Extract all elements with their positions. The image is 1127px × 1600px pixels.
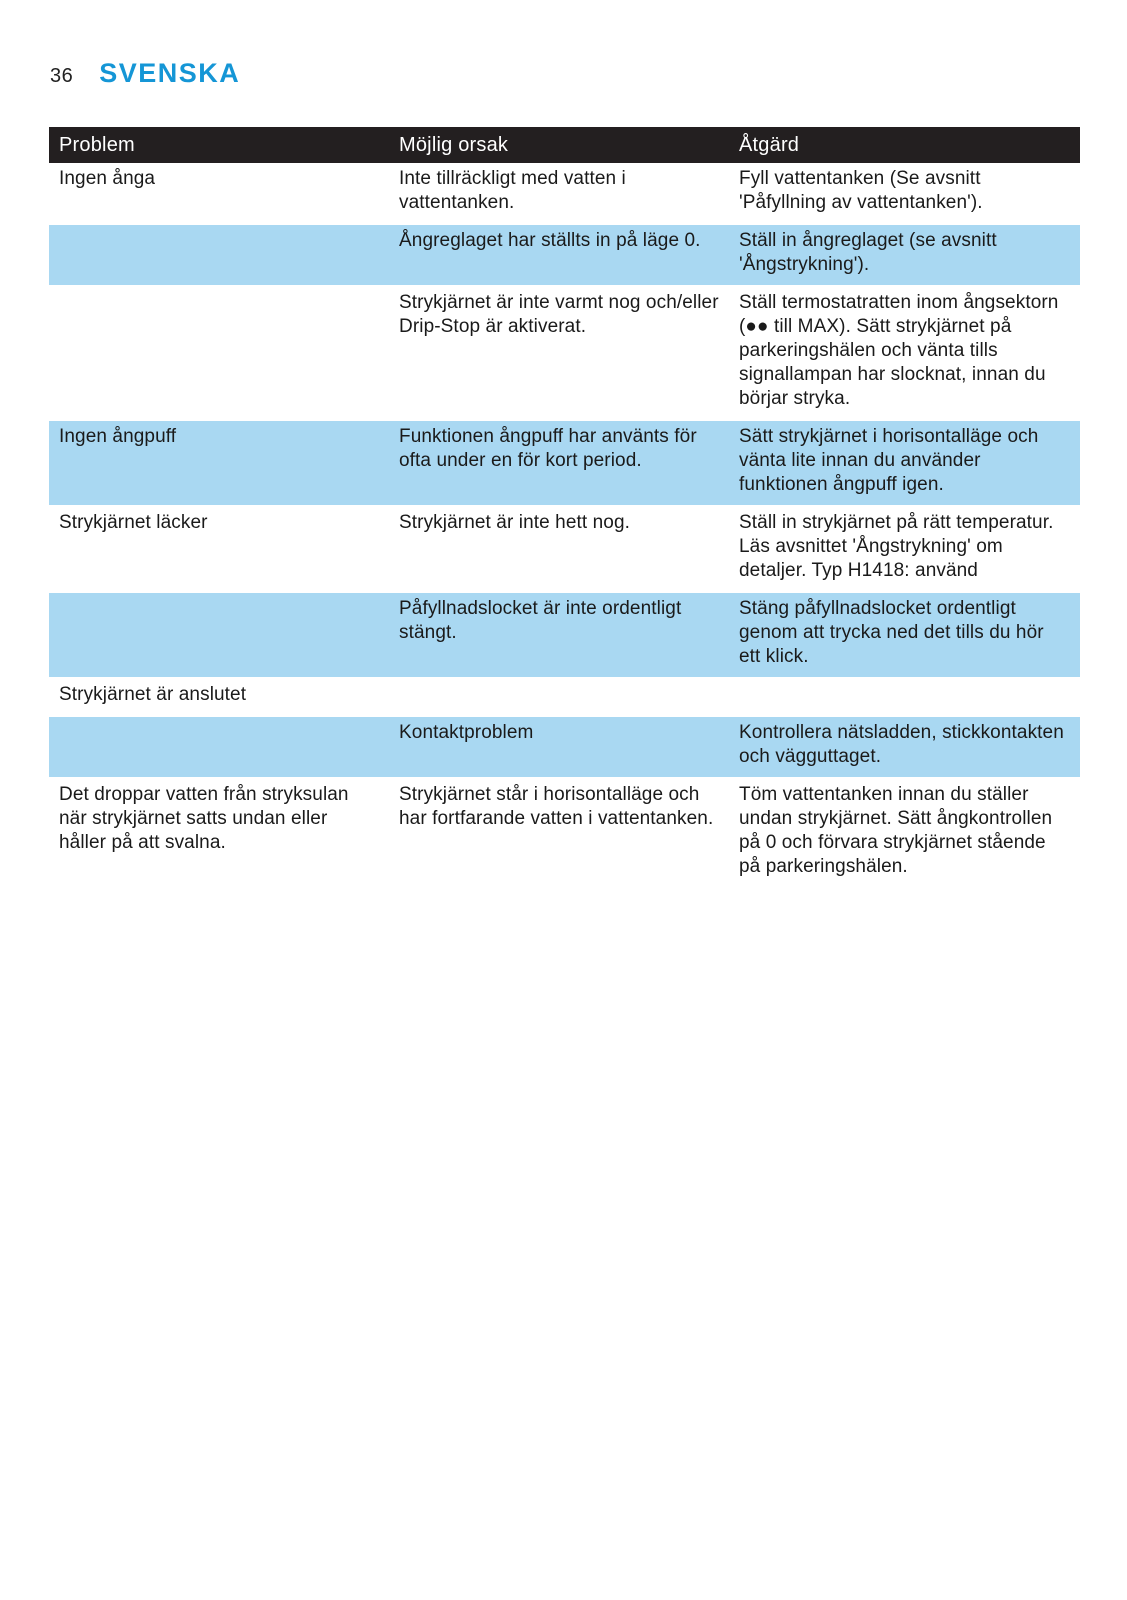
table-row (49, 506, 1080, 592)
cause-cell: Kontaktproblem (389, 716, 729, 778)
table-row (49, 778, 1080, 887)
column-header-problem: Problem (49, 127, 389, 163)
problem-cell (49, 224, 389, 286)
problem-cell: Det droppar vatten från stryksulan när strykjärnet satts undan eller håller på att svalna. (49, 778, 389, 887)
action-cell (729, 678, 1080, 716)
table-row (49, 678, 1080, 716)
action-cell: Fyll vattentanken (Se avsnitt 'Påfyllning av vattentanken'). (729, 163, 1080, 224)
cause-cell: Inte tillräckligt med vatten i vattentanken. (389, 163, 729, 224)
column-header-cause: Möjlig orsak (389, 127, 729, 163)
cause-cell: Funktionen ångpuff har använts för ofta under en för kort period. (389, 420, 729, 506)
table-row (49, 420, 1080, 506)
cause-cell: Ångreglaget har ställts in på läge 0. (389, 224, 729, 286)
action-cell: Ställ in strykjärnet på rätt temperatur. Läs avsnittet 'Ångstrykning' om detaljer. Typ H1418: använd (729, 506, 1080, 592)
table-row (49, 163, 1080, 224)
table-row (49, 592, 1080, 678)
cause-cell: Strykjärnet står i horisontalläge och har fortfarande vatten i vattentanken. (389, 778, 729, 887)
problem-cell: Strykjärnet läcker (49, 506, 389, 592)
action-cell: Töm vattentanken innan du ställer undan strykjärnet. Sätt ångkontrollen på 0 och förvara strykjärnet stående på parkeringshälen. (729, 778, 1080, 887)
table-row (49, 716, 1080, 778)
action-cell: Kontrollera nätsladden, stickkontakten och vägguttaget. (729, 716, 1080, 778)
page-number: 36 (50, 65, 74, 87)
table-row (49, 286, 1080, 420)
action-cell: Sätt strykjärnet i horisontalläge och vänta lite innan du använder funktionen ångpuff igen. (729, 420, 1080, 506)
cause-cell: Påfyllnadslocket är inte ordentligt stängt. (389, 592, 729, 678)
action-cell: Ställ in ångreglaget (se avsnitt 'Ångstrykning'). (729, 224, 1080, 286)
action-cell: Ställ termostatratten inom ångsektorn (●● till MAX). Sätt strykjärnet på parkeringshälen och vänta tills signallampan har slocknat, innan du börjar stryka. (729, 286, 1080, 420)
table-row (49, 224, 1080, 286)
problem-cell: Ingen ångpuff (49, 420, 389, 506)
table-header-row (49, 127, 1080, 163)
troubleshooting-table (49, 127, 1080, 887)
section-title: SVENSKA (99, 58, 241, 88)
problem-cell (49, 286, 389, 420)
problem-cell (49, 716, 389, 778)
page-header (50, 58, 240, 89)
problem-cell (49, 592, 389, 678)
cause-cell (389, 678, 729, 716)
cause-cell: Strykjärnet är inte hett nog. (389, 506, 729, 592)
column-header-action: Åtgärd (729, 127, 1080, 163)
problem-cell: Ingen ånga (49, 163, 389, 224)
problem-cell: Strykjärnet är anslutet (49, 678, 389, 716)
cause-cell: Strykjärnet är inte varmt nog och/eller Drip-Stop är aktiverat. (389, 286, 729, 420)
action-cell: Stäng påfyllnadslocket ordentligt genom att trycka ned det tills du hör ett klick. (729, 592, 1080, 678)
